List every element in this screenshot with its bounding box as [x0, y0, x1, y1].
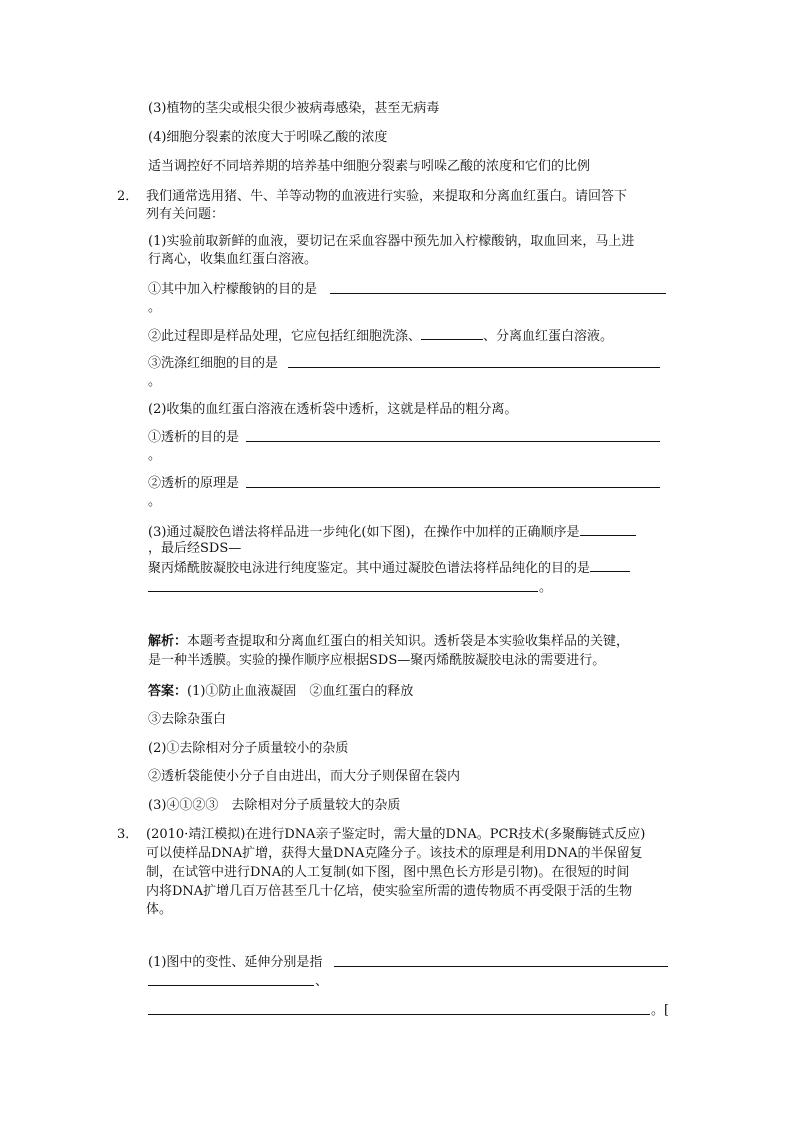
fill-in-prompt: ③洗涤红细胞的目的是: [148, 356, 279, 371]
answer-blank: [330, 293, 666, 294]
subquestion-text: (1)实验前取新鲜的血液，要切记在采血容器中预先加入柠檬酸钠，取血回来，马上进: [148, 234, 635, 249]
question-stem: 可以使样品DNA扩增，获得大量DNA克隆分子。该技术的原理是利用DNA的半保留复: [146, 846, 643, 861]
answer-blank: [246, 487, 660, 488]
answer-blank: [334, 966, 668, 967]
answer-label: 答案：: [148, 684, 188, 699]
question-stem: (2010·靖江模拟)在进行DNA亲子鉴定时，需大量的DNA。PCR技术(多聚酶链式反应): [146, 827, 646, 842]
question-number: 3．: [117, 827, 139, 842]
punctuation: 。: [148, 374, 162, 389]
answer-text: ③去除杂蛋白: [148, 712, 227, 727]
question-stem: 制，在试管中进行DNA的人工复制(如下图，图中黑色长方形是引物)。在很短的时间: [146, 865, 630, 880]
text-line: (4)细胞分裂素的浓度大于吲哚乙酸的浓度: [148, 130, 388, 145]
question-stem: 内将DNA扩增几百万倍甚至几十亿培，使实验室所需的遗传物质不再受限于活的生物: [146, 884, 633, 899]
punctuation: 。: [148, 494, 162, 509]
question-stem: 列有关问题：: [146, 207, 225, 222]
answer-text: ②透析袋能使小分子自由进出，而大分子则保留在袋内: [148, 769, 461, 784]
fill-in-prompt: ②透析的原理是: [148, 476, 240, 491]
answer-blank: [590, 557, 630, 572]
fill-in-prompt: ①透析的目的是: [148, 430, 240, 445]
punctuation: 。: [148, 448, 162, 463]
punctuation: 、: [315, 974, 329, 989]
answer-text: (3)④①②③ 去除相对分子质量较大的杂质: [148, 798, 401, 813]
answer-blank: [148, 591, 538, 592]
fill-in-prompt: [148, 325, 613, 347]
answer-text: (2)①去除相对分子质量较小的杂质: [148, 741, 349, 756]
answer-blank: [246, 441, 660, 442]
prompt-text: 、分离血红蛋白溶液。: [483, 329, 614, 344]
punctuation: 。: [148, 300, 162, 315]
fill-in-prompt: ①其中加入柠檬酸钠的目的是: [148, 282, 318, 297]
analysis-text: 本题考查提取和分离血红蛋白的相关知识。透析袋是本实验收集样品的关键，: [187, 634, 630, 649]
question-stem: 我们通常选用猪、牛、羊等动物的血液进行实验，来提取和分离血红蛋白。请回答下: [146, 189, 628, 204]
text-line: 适当调控好不同培养期的培养基中细胞分裂素与吲哚乙酸的浓度和它们的比例: [148, 159, 591, 174]
punctuation: 。[: [651, 1003, 670, 1018]
answer-line: [148, 682, 413, 702]
analysis-text: 是一种半透膜。实验的操作顺序应根据SDS—聚丙烯酰胺凝胶电泳的需要进行。: [148, 653, 606, 668]
subquestion-text: 行离心，收集血红蛋白溶液。: [148, 252, 318, 267]
fill-in-prompt: (1)图中的变性、延伸分别是指: [148, 955, 323, 970]
answer-blank: [148, 1014, 650, 1015]
analysis-line: [148, 632, 629, 652]
fill-in-prompt: [148, 557, 630, 579]
analysis-label: 解析：: [148, 634, 188, 649]
answer-blank: [288, 367, 660, 368]
answer-text: (1)①防止血液凝固 ②血红蛋白的释放: [187, 684, 414, 699]
prompt-text: (3)通过凝胶色谱法将样品进一步纯化(如下图)，在操作中加样的正确顺序是: [148, 525, 580, 540]
prompt-text: ②此过程即是样品处理，它应包括红细胞洗涤、: [148, 329, 422, 344]
punctuation: 。: [539, 580, 553, 595]
answer-blank: [148, 985, 314, 986]
answer-blank: [580, 521, 636, 536]
text-line: (3)植物的茎尖或根尖很少被病毒感染，甚至无病毒: [148, 101, 440, 116]
question-number: 2．: [117, 189, 139, 204]
question-stem: 体。: [146, 902, 173, 917]
subquestion-text: (2)收集的血红蛋白溶液在透析袋中透析，这就是样品的粗分离。: [148, 402, 518, 417]
prompt-text: ，最后经SDS—: [148, 541, 242, 556]
prompt-text: 聚丙烯酰胺凝胶电泳进行纯度鉴定。其中通过凝胶色谱法将样品纯化的目的是: [148, 561, 591, 576]
answer-blank: [421, 325, 483, 340]
